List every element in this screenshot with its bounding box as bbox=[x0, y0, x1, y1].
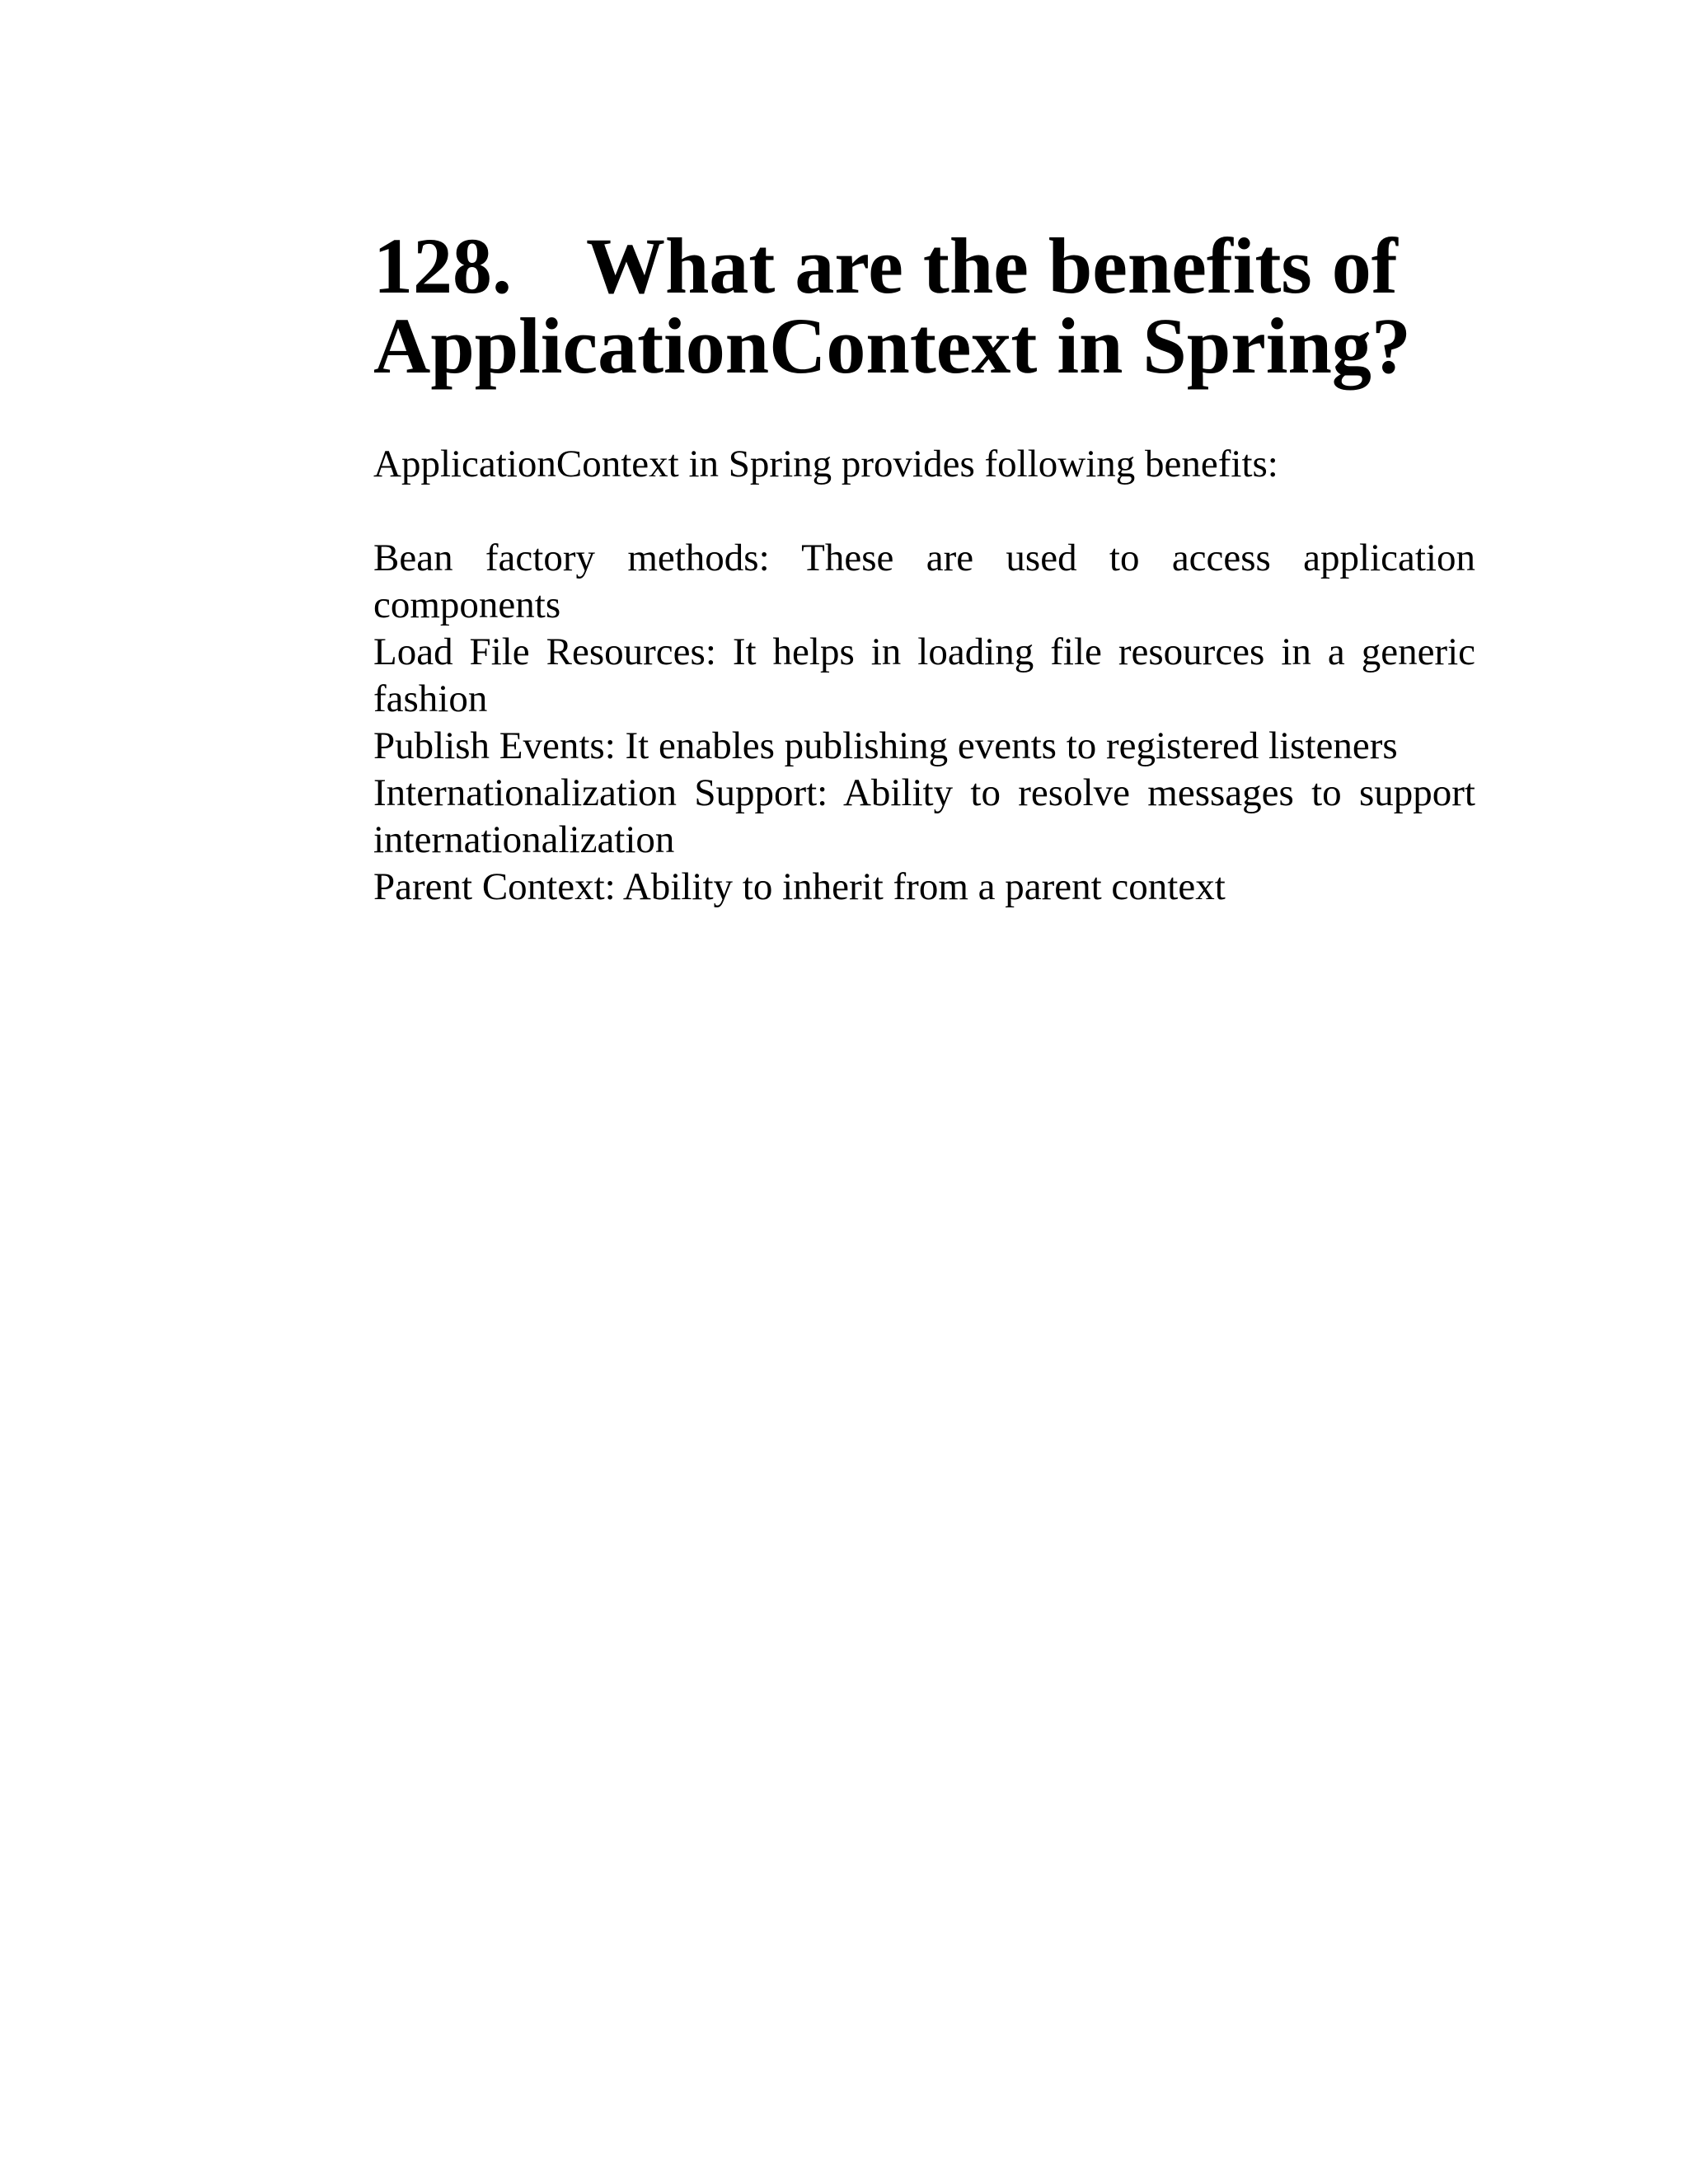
benefit-item: Parent Context: Ability to inherit from a parent context bbox=[373, 865, 1226, 908]
benefit-item: Publish Events: It enables publishing events to registered listeners bbox=[373, 724, 1398, 767]
benefit-item: Load File Resources: It helps in loading file resources in a generic fashion bbox=[373, 630, 1475, 720]
heading-line-1: What are the benefits of bbox=[586, 222, 1398, 310]
benefits-list bbox=[373, 535, 1475, 911]
question-heading bbox=[373, 222, 1478, 390]
question-number: 128. bbox=[373, 222, 512, 310]
intro-paragraph: ApplicationContext in Spring provides following benefits: bbox=[373, 443, 1278, 485]
benefit-item: Internationalization Support: Ability to resolve messages to support internationalization bbox=[373, 771, 1475, 861]
heading-line-2: ApplicationContext in Spring? bbox=[373, 302, 1411, 390]
benefit-item: Bean factory methods: These are used to access application components bbox=[373, 537, 1475, 626]
